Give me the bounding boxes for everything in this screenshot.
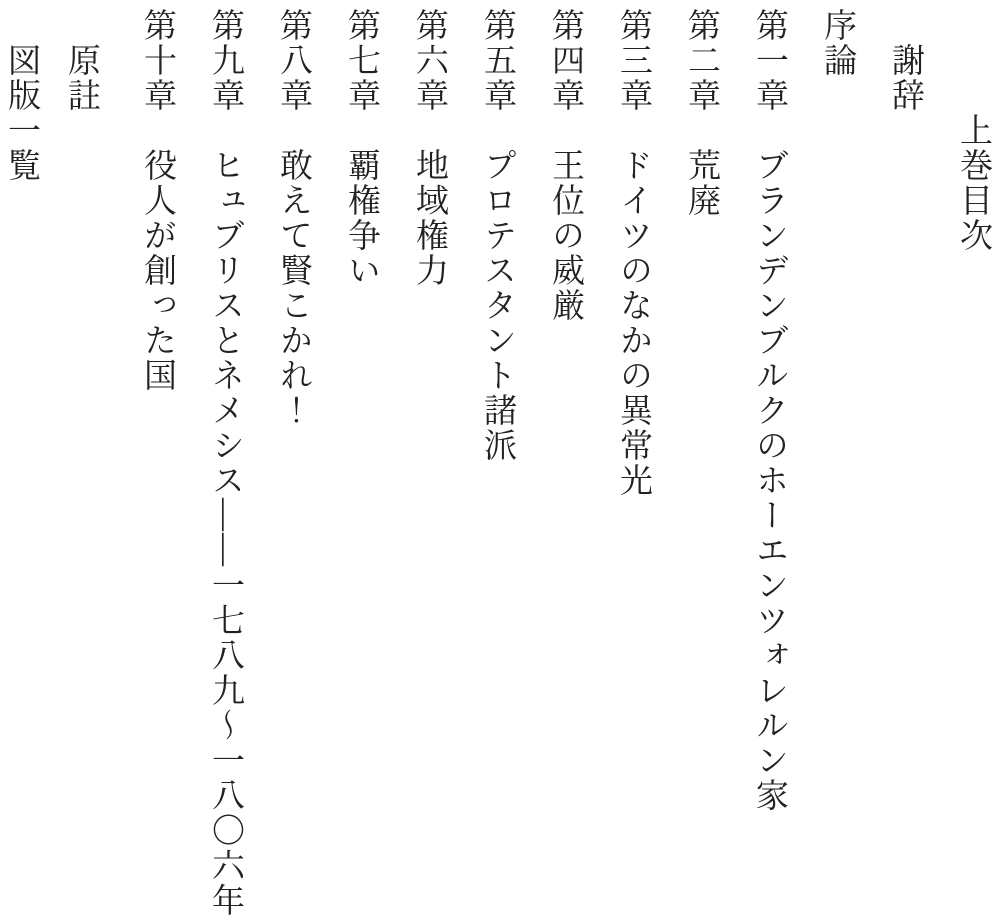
chapter-label: 第九章 xyxy=(207,8,243,113)
toc-entry-chapter-10 xyxy=(123,8,191,913)
chapter-label: 第四章 xyxy=(547,8,583,113)
chapter-title: 覇権争い xyxy=(343,148,379,288)
chapter-label: 第七章 xyxy=(343,8,379,113)
toc-entry-chapter-5 xyxy=(463,8,531,913)
chapter-title: 荒廃 xyxy=(683,148,719,218)
toc-entry-chapter-9 xyxy=(191,8,259,918)
toc-entry-illustration-list xyxy=(0,8,55,913)
volume-heading-text: 上巻目次 xyxy=(955,113,991,253)
chapter-title: ヒュブリスとネメシス——一七八九〜一八〇六年 xyxy=(207,148,243,918)
chapter-label: 第一章 xyxy=(751,8,787,113)
chapter-title: 敢えて賢こかれ！ xyxy=(275,148,311,428)
front-matter-title: 序論 xyxy=(819,8,855,78)
toc-entry-chapter-1 xyxy=(735,8,803,913)
toc-entry-chapter-3 xyxy=(599,8,667,913)
toc-entry-chapter-4 xyxy=(531,8,599,913)
chapter-title: 地域権力 xyxy=(411,148,447,288)
toc-entry-chapter-6 xyxy=(395,8,463,913)
chapter-title: 役人が創った国 xyxy=(139,148,175,393)
chapter-title: ブランデンブルクのホーエンツォレルン家 xyxy=(751,148,787,813)
chapter-title: ドイツのなかの異常光 xyxy=(615,148,651,498)
toc-entry-chapter-2 xyxy=(667,8,735,913)
back-matter-title: 図版一覧 xyxy=(3,43,39,183)
chapter-title: プロテスタント諸派 xyxy=(479,148,515,463)
back-matter-title: 原註 xyxy=(63,43,99,113)
chapter-label: 第六章 xyxy=(411,8,447,113)
chapter-label: 第八章 xyxy=(275,8,311,113)
toc-entry-chapter-7 xyxy=(327,8,395,913)
toc-entry-chapter-8 xyxy=(259,8,327,913)
toc-entry-introduction xyxy=(803,8,871,913)
toc-entry-original-notes xyxy=(47,8,115,913)
chapter-title: 王位の威厳 xyxy=(547,148,583,323)
chapter-label: 第二章 xyxy=(683,8,719,113)
chapter-label: 第十章 xyxy=(139,8,175,113)
front-matter-title: 謝辞 xyxy=(887,43,923,113)
toc-entry-acknowledgements xyxy=(871,8,939,913)
volume-heading xyxy=(939,8,1000,913)
chapter-label: 第三章 xyxy=(615,8,651,113)
chapter-label: 第五章 xyxy=(479,8,515,113)
